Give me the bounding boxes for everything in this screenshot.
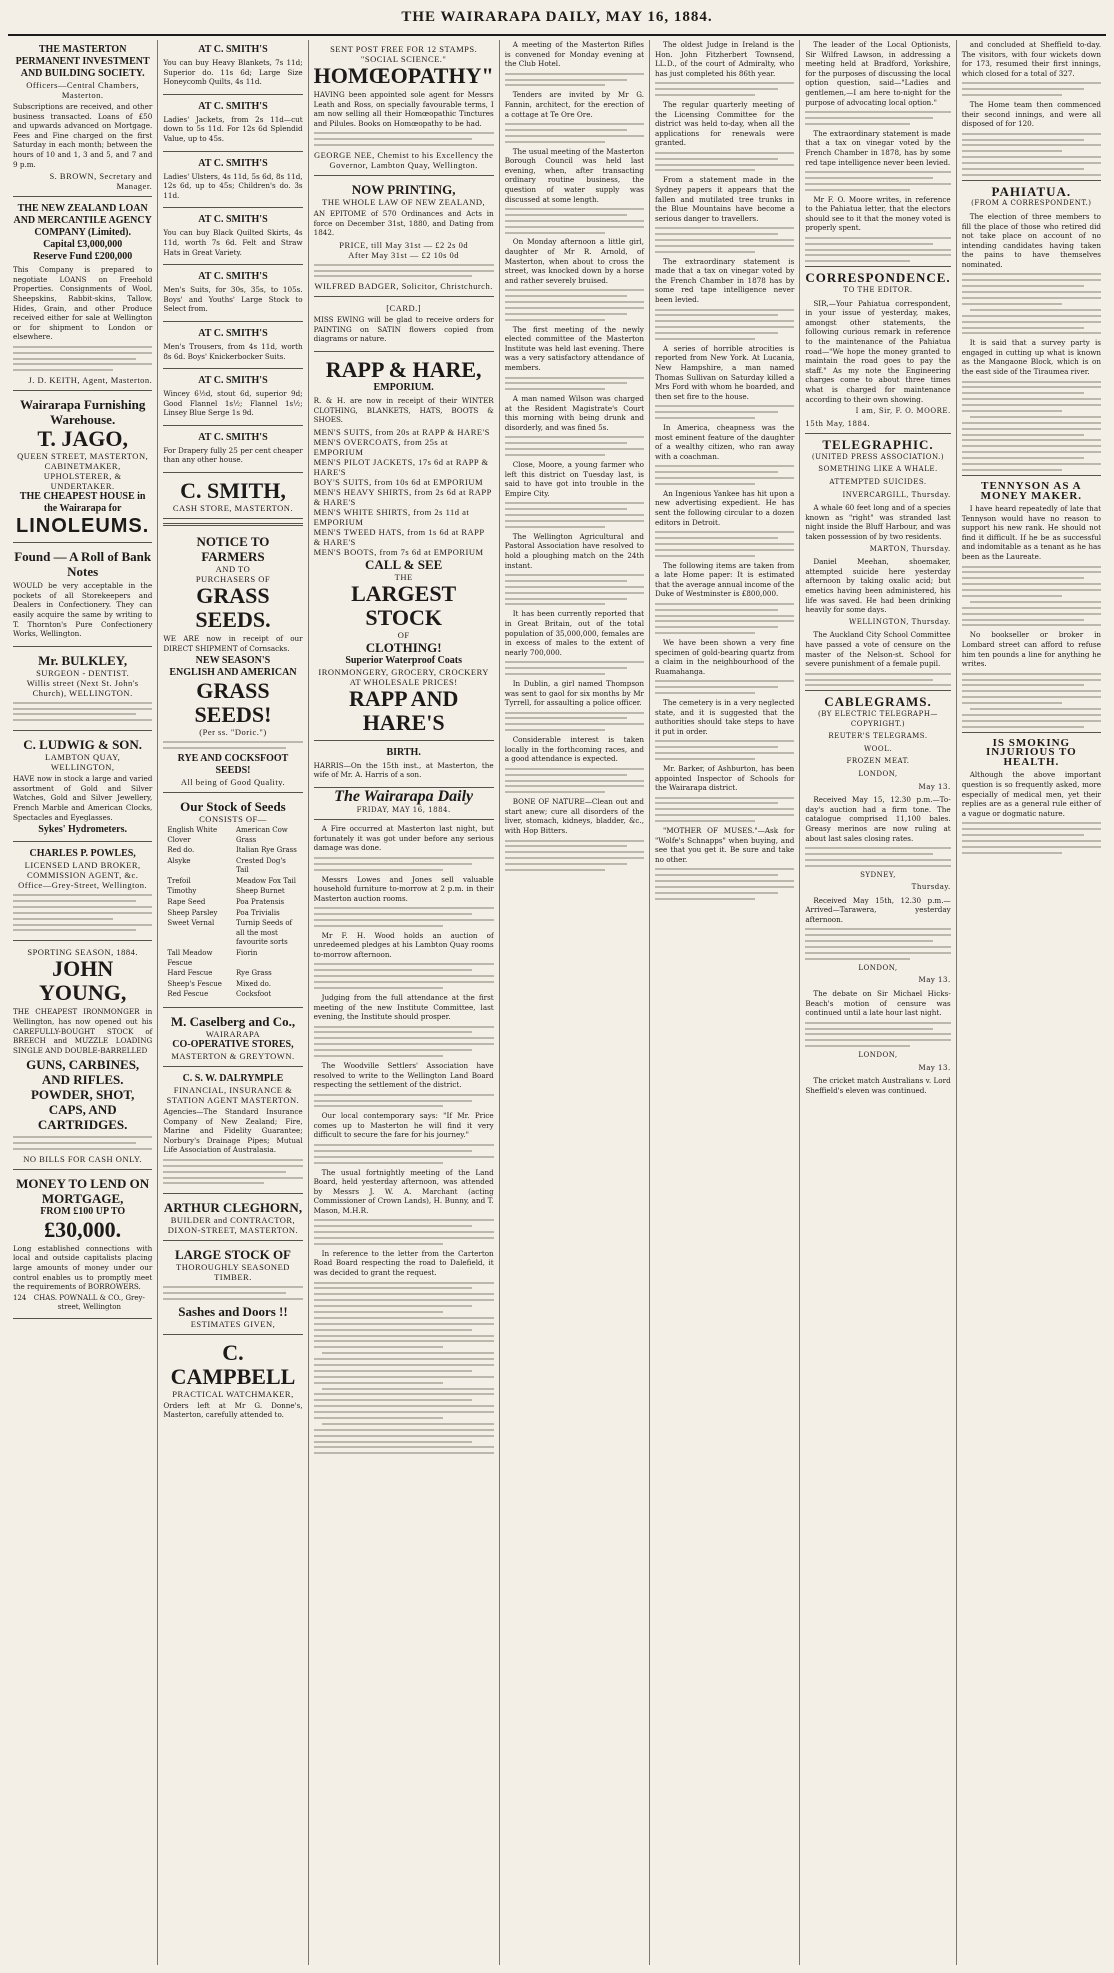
seed-item: Red do. [167, 846, 195, 855]
ad-campbell [163, 1337, 302, 1427]
seed-item: Sheep Parsley [167, 908, 218, 917]
news-paragraph: Close, Moore, a young farmer who left this district on Tuesday last, is said to have got into trouble in the Empire City. [504, 460, 644, 498]
birth-body: HARRIS—On the 15th inst., at Masterton, the wife of Mr. A. Harris of a son. [313, 760, 494, 780]
seed-item: Fiorin [235, 949, 258, 958]
news-paragraph: The cemetery is in a very neglected state, and it is suggested that the authorities should take steps to have it put in order. [655, 698, 795, 736]
smith-ads [163, 40, 302, 473]
smith-ad [163, 210, 302, 265]
news-paragraph: It has been currently reported that in Great Britain, out of the total population of 35,000,000, females are in excess of males to the extent of nearly 700,000. [504, 609, 644, 657]
cable-date: May 13. [918, 782, 951, 791]
cable-body: Received May 15, 12.30 p.m.—To-day's auction had a firm tone. The catalogue comprised 11,100 bales. Greasy merinos are now ruling at about last sales closing rates. [805, 795, 951, 843]
news-paragraph: Mr F. O. Moore writes, in reference to the Pahiatua letter, that the electors should see to it that the money voted is properly spent. [805, 194, 951, 233]
campbell-sub: PRACTICAL WATCHMAKER, [172, 1388, 294, 1399]
rapp-price-line: MEN'S PILOT JACKETS, 17s 6d at RAPP & HARE'S [313, 456, 489, 477]
cable-wool: WOOL. [863, 744, 893, 753]
ad-body: HAVE now in stock a large and varied assortment of Gold and Silver Watches, Gold and Silver Jewellery, French Marble and American Clocks, Spectacles and Eyeglasses. [13, 774, 153, 822]
cleg-addr: DIXON-STREET, MASTERTON. [167, 1225, 299, 1236]
ad-title: CHARLES P. POWLES, [29, 848, 136, 860]
timber-est: ESTIMATES GIVEN, [190, 1318, 276, 1329]
news-paragraph: A Fire occurred at Masterton last night, but fortunately it was got under before any serious damage was done. [313, 824, 494, 853]
seed-item: Hard Fescue [167, 969, 213, 978]
rapp-largest: LARGEST STOCK [351, 580, 457, 630]
seed-item: Timothy [167, 887, 197, 896]
rapp-body: R. & H. are now in receipt of their WINTER CLOTHING, BLANKETS, HATS, BOOTS & SHOES. [313, 396, 494, 425]
card-body: MISS EWING will be glad to receive orders for PAINTING on SATIN flowers copied from diagrams or nature. [313, 315, 494, 344]
news-paragraph: The leader of the Local Optionists, Sir Wilfred Lawson, in addressing a meeting held at Bradford, Yorkshire, for the purposes of discussing the local option question, said—"Ladies and gentlemen,—I am here to-night for the purpose of advocating local option." [805, 40, 951, 107]
seed-item: Tall Meadow Fescue [167, 949, 213, 967]
rapp-iron: IRONMONGERY, GROCERY, CROCKERY AT WHOLESALE PRICES! [318, 666, 489, 687]
ad-title: SPORTING SEASON, 1884. [27, 947, 138, 958]
ad-capital: Capital £3,000,000 [43, 239, 123, 251]
seed-item: Mixed do. [235, 979, 271, 988]
ad-money-to-lend [13, 1172, 152, 1319]
notice-birth [314, 743, 494, 788]
news-paragraph: The extraordinary statement is made that a tax on vinegar voted by the French Chamber in 1878 has by some red tape intelligence never been levied. [655, 256, 795, 305]
cable-london: LONDON, [858, 769, 898, 778]
news-paragraph: In America, cheapness was the most eminent feature of the daughter of a wealthy citizen, who ran away with a coachman. [655, 423, 795, 461]
dal-title: C. S. W. DALRYMPLE [182, 1073, 284, 1085]
pahiatua-sub: (FROM A CORRESPONDENT.) [971, 199, 1092, 208]
ad-agents: Sykes' Hydrometers. [38, 824, 127, 836]
smith-title: AT C. SMITH'S [198, 431, 268, 443]
ad-bank-notes [13, 545, 152, 647]
cable-london2: LONDON, [858, 963, 898, 972]
news-paragraph: BONE OF NATURE—Clean out and start anew; cure all disorders of the liver, stomach, kidneys, bladder, &c., with Hop Bitters. [504, 797, 644, 836]
news-paragraph: Judging from the full attendance at the first meeting of the new Institute Committee, last evening, the Institute should prosper. [313, 992, 494, 1022]
news-paragraph: The extraordinary statement is made that a tax on vinegar voted by the French Chamber in 1878, has by some red tape intelligence never been levied. [805, 128, 951, 167]
ad-body: Subscriptions are received, and other business transacted. Loans of £50 and upwards advanced on Mortgage. Fees and Fine charged on the first Saturday in each month; between the hours of 10 and 1, 3 and 5, and 7 and 9 p.m. [13, 102, 153, 169]
smith-cash-store [163, 475, 302, 519]
news-paragraph: From a statement made in the Sydney papers it appears that the fallen and mutilated tree trunks in the Blue Mountains have become a serious danger to travellers. [655, 175, 795, 223]
cable-body3: The cricket match Australians v. Lord Sheffield's eleven was continued. [805, 1076, 951, 1095]
timber-title: LARGE STOCK OF [174, 1247, 291, 1263]
tennyson-body2: No bookseller or broker in Lombard street can afford to refuse him ten pounds a line for anything he writes. [961, 630, 1101, 669]
cos-addr: MASTERTON & GREYTOWN. [171, 1051, 295, 1062]
news-paragraph: Messrs Lowes and Jones sell valuable household furniture to-morrow at 2 p.m. in their Masterton auction rooms. [313, 874, 494, 903]
news-paragraph: The following items are taken from a late Home paper: It is estimated that the average annual income of the Duke of Westminster is £800,000. [655, 560, 795, 599]
column-2 [158, 40, 308, 1965]
rapp-price-line: MEN'S HEAVY SHIRTS, from 2s 6d at RAPP & HARE'S [313, 486, 492, 507]
tele-body: The Auckland City School Committee have passed a vote of censure on the master of the Nelson-st. School for severe punishment of a female pupil. [805, 630, 951, 669]
ad-sub: LICENSED LAND BROKER, COMMISSION AGENT, &c. [24, 860, 141, 881]
correspondence-sign: I am, Sir, F. O. MOORE. [855, 407, 951, 416]
news-paragraph: A man named Wilson was charged at the Resident Magistrate's Court this morning with being drunk and disorderly, and was fined 5s. [504, 394, 644, 432]
print-title: NOW PRINTING, [351, 181, 456, 197]
homoeo-pre: SENT POST FREE FOR 12 STAMPS. "SOCIAL SCIENCE." [330, 44, 478, 64]
notice-eng: ENGLISH AND AMERICAN [169, 667, 297, 679]
smith-title: AT C. SMITH'S [198, 44, 268, 55]
cable-sydney-date: Thursday. [911, 883, 951, 892]
news-paragraph: The Home team then commenced their second innings, and were all disposed of for 120. [961, 99, 1101, 129]
notice-ship: (Per ss. "Doric.") [199, 727, 267, 738]
ad-sign: CHAS. POWNALL & CO., Grey-street, Wellington [33, 1293, 145, 1312]
telegraphic-sub2: SOMETHING LIKE A WHALE. [818, 465, 938, 474]
timber-sashes: Sashes and Doors !! [178, 1303, 288, 1319]
news-paragraph: Tenders are invited by Mr G. Fannin, architect, for the erection of a cottage at Te Ore Ore. [504, 90, 644, 119]
seed-item: Sheep Burnet [235, 887, 285, 896]
ad-title: Found — A Roll of Bank Notes [14, 549, 152, 580]
cleg-sub: BUILDER and CONTRACTOR, [170, 1215, 296, 1226]
news-paragraph: The Woodville Settlers' Association have resolved to write to the Wellington Land Board respecting the settlement of the district. [313, 1060, 494, 1090]
tennyson-body: I have heard repeatedly of late that Tennyson would have no reason to support his new rank. He should not find it difficult. If he be as successful and indomitable as a tenant as he has been as the Laureate. [961, 504, 1101, 562]
tele-place: WELLINGTON, Thursday. [849, 617, 951, 626]
correspondence-body: SIR,—Your Pahiatua correspondent, in your issue of yesterday, makes, amongst other statements, the following curious remark in reference to the maintenance of the Pahiatua road—"We hope the money granted to maintain the road goes to pay the staff." As my note the Engineering charges come to about three times what is charged for maintenance according to their own showing. [805, 298, 951, 404]
news-items [805, 40, 950, 262]
news-items [655, 40, 794, 900]
cablegrams-heading: CABLEGRAMS. [824, 694, 932, 710]
smoking-heading: IS SMOKING INJURIOUS TO HEALTH. [985, 736, 1077, 768]
ad-sub: FROM £100 UP TO [40, 1205, 126, 1217]
cable-mutton: FROZEN MEAT. [846, 757, 910, 766]
smith-body: Wincey 6½d, stout 6d, superior 9d; Good Flannel 1s½; Flannel 1s½; Linsey Blue Serge 1s 9d. [163, 389, 303, 418]
telegraphic-heading: TELEGRAPHIC. [822, 437, 934, 453]
notice-grass: GRASS SEEDS. [195, 583, 271, 633]
smith-ad [163, 97, 302, 152]
cable-sydney: SYDNEY, [860, 870, 896, 879]
ad-title: C. LUDWIG & SON. [23, 737, 143, 753]
column-4 [500, 40, 650, 1965]
pahiatua-body2: It is said that a survey party is engaged in cutting up what is known as the Mangaone Block, which is on the east side of the Tiraumea river. [961, 338, 1101, 377]
cleg-title: ARTHUR CLEGHORN, [163, 1200, 303, 1216]
rapp-price-line: MEN'S BOOTS, from 7s 6d at EMPORIUM [313, 546, 484, 557]
seed-item: Red Fescue [167, 990, 209, 999]
cos-stores: CO-OPERATIVE STORES, [172, 1039, 294, 1051]
ad-addr: Willis street (Next St. John's Church), WELLINGTON. [26, 677, 139, 698]
ad-seed-stock [163, 795, 302, 1008]
notice-and: AND TO [215, 564, 251, 575]
masthead [8, 0, 1106, 36]
seed-item: Crested Dog's Tail [235, 856, 286, 875]
smith-body: You can buy Heavy Blankets, 7s 11d; Superior do. 11s 6d; Large Size Honeycomb Quilts, 4s 11d. [163, 58, 303, 87]
ad-powder: POWDER, SHOT, CAPS, AND CARTRIDGES. [30, 1087, 135, 1133]
campbell-title: C. CAMPBELL [170, 1339, 296, 1389]
rapp-call: CALL & SEE [365, 556, 443, 572]
ad-sub: LAMBTON QUAY, WELLINGTON, [45, 752, 121, 773]
smith-sub: CASH STORE, MASTERTON. [172, 503, 294, 514]
smith-body: For Drapery fully 25 per cent cheaper than any other house. [163, 445, 303, 465]
ad-foot: NO BILLS FOR CASH ONLY. [23, 1153, 143, 1164]
smith-ad [163, 154, 302, 209]
news-paragraph: Mr F. H. Wood holds an auction of unredeemed pledges at his Lambton Quay rooms to-morrow afternoon. [313, 930, 494, 959]
telegraphic-sub: (UNITED PRESS ASSOCIATION.) [811, 452, 945, 461]
ad-ludwig [13, 733, 152, 842]
paper-masthead: The Wairarapa Daily [334, 788, 474, 806]
news-paragraph: Considerable interest is taken locally in the forthcoming races, and a good attendance is expected. [504, 735, 644, 764]
news-paragraph: The regular quarterly meeting of the Licensing Committee for the district was held to-day, when all the applications for renewals were granted. [655, 99, 795, 148]
seed-item: Rape Seed [167, 898, 206, 907]
ad-tag: THE CHEAPEST HOUSE in the Wairarapa for [19, 491, 146, 515]
ad-title: Wairarapa Furnishing Warehouse. [19, 397, 146, 428]
notice-grass2: GRASS SEEDS! [194, 678, 272, 728]
ad-title: Mr. BULKLEY, [38, 652, 128, 668]
correspondence-heading: CORRESPONDENCE. [805, 270, 951, 286]
news-paragraph: and concluded at Sheffield to-day. The visitors, with four wickets down for 173, resumed their first innings, which closed for a total of 327. [961, 40, 1101, 78]
ad-caselberg [163, 1010, 302, 1067]
rapp-price-line: MEN'S TWEED HATS, from 1s 6d at RAPP & HARE'S [313, 526, 485, 547]
ad-printing [314, 178, 494, 297]
rapp-price-list [314, 427, 494, 557]
smith-title: AT C. SMITH'S [198, 375, 268, 387]
ad-dentist [13, 649, 152, 731]
homoeo-sign: GEORGE NEE, Chemist to his Excellency the Governor, Lambton Quay, Wellington. [313, 149, 494, 170]
ad-name: T. JAGO, [37, 426, 128, 452]
news-paragraph: The usual fortnightly meeting of the Land Board, held yesterday afternoon, was attended by Messrs J. W. A. Marchant (acting Commissioner of Crown Lands), H. Bunny, and T. Mason, M.H.R. [313, 1167, 494, 1215]
seed-item: Turnip Seeds of all the most favourite sorts [235, 919, 293, 947]
ad-name: JOHN YOUNG, [38, 956, 127, 1006]
rapp-price-line: MEN'S OVERCOATS, from 25s at EMPORIUM [313, 436, 448, 457]
smith-ad [163, 324, 302, 369]
column-1 [8, 40, 158, 1965]
homoeo-title: HOMŒOPATHY" [313, 63, 494, 88]
smith-name: C. SMITH, [180, 478, 286, 504]
news-paragraph: "MOTHER OF MUSES."—Ask for "Wolfe's Schnapps" when buying, and see that you get it. Be sure and take no other. [655, 826, 795, 864]
seed-item: Cocksfoot [235, 990, 272, 999]
cos-sub: WAIRARAPA [205, 1029, 261, 1040]
news-paragraph: The Wellington Agricultural and Pastoral Association have resolved to hold a ploughing match on the 24th instant. [504, 531, 644, 570]
notice-body: WE ARE now in receipt of our DIRECT SHIPMENT of Cornsacks. [163, 634, 303, 653]
ad-body: WOULD be very acceptable in the pockets of all Storekeepers and Dealers in Confectionery. They can easily acquire the same by writing to T. Thornton's Pure Confectionery Works, Wellington. [13, 581, 153, 639]
telegraphic-head: ATTEMPTED SUICIDES. [829, 478, 927, 487]
smith-body: Ladies' Ulsters, 4s 11d, 5s 6d, 8s 11d, 12s 6d, up to 45s; Children's do. 3s 11d. [163, 171, 303, 200]
rapp-the: THE [394, 571, 413, 582]
column-6 [800, 40, 956, 1965]
ad-guns: GUNS, CARBINES, AND RIFLES. [26, 1057, 140, 1088]
notice-pur: PURCHASERS OF [195, 574, 271, 585]
ad-sub: Officers—Central Chambers, Masterton. [26, 80, 140, 100]
ad-reserve: Reserve Fund £200,000 [33, 251, 133, 263]
ad-timber [163, 1243, 302, 1335]
print-price: PRICE, till May 31st — £2 2s 0d [339, 239, 469, 250]
ad-item: LINOLEUMS. [15, 515, 150, 538]
ad-amount: £30,000. [44, 1216, 122, 1242]
smith-body: Men's Suits, for 30s, 35s, to 105s. Boys' and Youths' Large Stock to Select from. [163, 285, 303, 314]
news-paragraph: The usual meeting of the Masterton Borough Council was held last evening, when, after transacting ordinary routine business, the question of water supply was discussed at some length. [504, 146, 644, 204]
stock-title: Our Stock of Seeds [180, 798, 286, 814]
tele-place: INVERCARGILL, Thursday. [842, 490, 951, 499]
ad-cleghorn [163, 1196, 302, 1241]
ad-homoeopathy [314, 40, 494, 176]
ad-title: THE MASTERTON PERMANENT INVESTMENT AND BUILDING SOCIETY. [15, 44, 150, 79]
homoeo-body: HAVING been appointed sole agent for Messrs Leath and Ross, on specially favourable terms, I am now selling all their Homœopathic Tinctures and Pilules. Books on Homœopathy to be had. [313, 90, 494, 128]
seed-item: Sheep's Fescue [167, 979, 222, 988]
smith-body: Men's Trousers, from 4s 11d, worth 8s 6d. Boys' Knickerbocker Suits. [163, 341, 303, 361]
news-paragraph: Our local contemporary says: "If Mr. Price comes up to Masterton he will find it very difficult to secure the fare for his journey." [313, 1111, 494, 1140]
smith-ad [163, 267, 302, 322]
birth-title: BIRTH. [386, 746, 421, 758]
ad-sign: J. D. KEITH, Agent, Masterton. [28, 375, 153, 386]
ad-john-young [13, 943, 152, 1170]
tele-place: MARTON, Thursday. [869, 544, 951, 553]
news-paragraph: A meeting of the Masterton Rifles is convened for Monday evening at the Club Hotel. [504, 40, 644, 69]
rapp-of: OF [397, 629, 410, 640]
news-paragraph: In reference to the letter from the Carterton Road Board respecting the road to Dalefield, it was decided to grant the request. [313, 1248, 494, 1278]
news-items [962, 40, 1101, 152]
column-7 [957, 40, 1106, 1965]
smith-ad [163, 371, 302, 426]
columns [8, 40, 1106, 1965]
ad-body: THE CHEAPEST IRONMONGER in Wellington, has now opened out his CAREFULLY-BOUGHT STOCK of BREECH and MUZZLE LOADING SINGLE AND DOUBLE-BARRELLED [13, 1007, 153, 1055]
campbell-body: Orders left at Mr G. Donne's, Masterton, carefully attended to. [163, 1400, 303, 1420]
ad-furnishing [13, 393, 152, 543]
ad-loan-agency [13, 199, 152, 391]
seed-item: Sweet Vernal [167, 919, 215, 928]
ad-powles [13, 844, 152, 941]
smoking-body: Although the above important question is so frequently asked, more especially of medical men, yet their replies are as a general rule either of a vague or dogmatic nature. [961, 770, 1101, 818]
seed-item: Italian Rye Grass [235, 846, 297, 855]
seed-list [163, 824, 302, 1002]
news-paragraph: On Monday afternoon a little girl, daughter of Mr R. Arnold, of Masterton, when about to cross the street, was knocked down by a horse and rather severely bruised. [504, 237, 644, 285]
news-items [505, 40, 644, 871]
news-paragraph: In Dublin, a girl named Thompson was sent to gaol for six months by Mr Tyrrell, for assaulting a police officer. [504, 678, 644, 708]
page-number: 124 [13, 1293, 27, 1302]
seed-item: Trefoil [167, 876, 191, 885]
news-paragraph: An Ingenious Yankee has hit upon a new advertising expedient. He has sent the following circular to a dozen editors in Detroit. [655, 488, 795, 527]
correspondence-date: 15th May, 1884. [805, 419, 871, 428]
rapp-price-line: MEN'S WHITE SHIRTS, from 2s 11d at EMPORIUM [313, 506, 470, 527]
column-5 [650, 40, 800, 1965]
dal-sub: FINANCIAL, INSURANCE & STATION AGENT MASTERTON. [166, 1085, 300, 1106]
news-paragraph: A series of horrible atrocities is reported from New York. At Lucania, New Hampshire, a man named Thomas Sullivan on Saturday killed a Mrs Ford with whom he boarded, and then set fire to the house. [655, 343, 795, 401]
ad-rapp-hare [314, 354, 494, 741]
smith-title: AT C. SMITH'S [198, 271, 268, 283]
ad-body: Long established connections with local and outside capitalists placing large amounts of money under our control enables us to promptly meet the requirements of BORROWERS. [13, 1243, 153, 1292]
seed-item: Meadow Fox Tail [235, 876, 297, 885]
cable-sub: (BY ELECTRIC TELEGRAPH—COPYRIGHT.) [818, 710, 938, 728]
seed-item: Alsyke [167, 856, 191, 865]
ad-addr: Office—Grey-Street, Wellington. [18, 880, 148, 891]
ad-street: QUEEN STREET, MASTERTON, [17, 451, 149, 462]
rapp-price-line: MEN'S SUITS, from 20s at RAPP & HARE'S [313, 426, 490, 437]
smith-title: AT C. SMITH'S [198, 100, 268, 112]
rapp-price-line: BOY'S SUITS, from 10s 6d at EMPORIUM [313, 476, 484, 487]
rapp-title: RAPP & HARE, [325, 357, 482, 383]
cos-title: M. Caselberg and Co., [170, 1014, 296, 1030]
smith-body: Ladies' Jackets, from 2s 11d—cut down to 5s 11d. For 12s 6d Splendid Value, up to 45s. [163, 114, 303, 143]
dal-body: Agencies—The Standard Insurance Company of New Zealand; Fire, Marine and Fidelity Guarantee; Norbury's Drainage Pipes; Mutual Life Association of Australasia. [163, 1107, 303, 1155]
news-paragraph: We have been shown a very fine specimen of gold-bearing quartz from a claim in the neighbourhood of the Ruamahanga. [655, 638, 795, 676]
ad-title: THE NEW ZEALAND LOAN AND MERCANTILE AGENCY COMPANY (Limited). [13, 203, 152, 239]
cable-date3: May 13. [918, 1063, 951, 1072]
smith-title: AT C. SMITH'S [198, 157, 268, 169]
seed-item: Rye Grass [235, 969, 272, 978]
tele-body: Daniel Meehan, shoemaker, attempted suicide here yesterday afternoon by taking oxalic acid; but emetics having been administered, his life was saved. He had been drinking heavily for some days. [805, 557, 951, 615]
ad-foot [13, 1294, 152, 1313]
smith-body: You can buy Black Quilted Skirts, 4s 11d, worth 7s 6d. Felt and Straw Hats in Great Variety. [163, 228, 303, 257]
ad-building-society [13, 40, 152, 197]
print-after: After May 31st — £2 10s 0d [348, 249, 460, 260]
seed-item: Poa Trivialis [235, 908, 280, 917]
pahiatua-heading: PAHIATUA. [991, 183, 1072, 199]
news-paragraph: Mr. Barker, of Ashburton, has been appointed Inspector of Schools for the Wairarapa district. [655, 763, 795, 793]
ad-body: This Company is prepared to negotiate LOANS on Freehold Properties. Consignments of Wool, Sheepskins, Rabbit-skins, Tallow, Hides, Grain, and other Produce received either for sale at Wellington or for shipment to London or elsewhere. [13, 265, 153, 342]
correspondence-sub: TO THE EDITOR. [843, 285, 913, 294]
ad-trade: CABINETMAKER, UPHOLSTERER, & UNDERTAKER. [43, 461, 122, 492]
ad-sub: SURGEON - DENTIST. [36, 667, 130, 678]
news-paragraph: The first meeting of the newly elected committee of the Masterton Institute was held last evening. There was a very satisfactory attendance of members. [504, 324, 644, 373]
seed-item: American Cow Grass [235, 825, 288, 844]
ad-dalrymple [163, 1069, 302, 1194]
news-items [314, 824, 494, 1313]
timber-sub: THOROUGHLY SEASONED TIMBER. [176, 1262, 290, 1283]
ad-notice-farmers [163, 530, 302, 793]
rapp-sub: EMPORIUM. [373, 382, 434, 394]
print-sub: THE WHOLE LAW OF NEW ZEALAND, [322, 196, 486, 207]
rapp-clothing: CLOTHING! [365, 639, 442, 655]
stock-sub: CONSISTS OF— [199, 813, 267, 824]
cable-london3: LONDON, [858, 1051, 898, 1060]
ad-title: MONEY TO LEND ON MORTGAGE, [16, 1175, 150, 1206]
print-body: AN EPITOME of 570 Ordinances and Acts in force on December 31st, 1880, and Dating from 1842. [313, 208, 494, 238]
notice-rye: RYE AND COCKSFOOT SEEDS! [177, 752, 289, 776]
notice-title: NOTICE TO FARMERS [196, 534, 270, 565]
tennyson-heading: TENNYSON AS A MONEY MAKER. [980, 479, 1083, 502]
notice-new: NEW SEASON'S [195, 655, 271, 667]
cable-body2: The debate on Sir Michael Hicks-Beach's motion of censure was continued until a late hour last night. [805, 988, 951, 1018]
seed-item: Poa Pratensis [235, 898, 285, 907]
rapp-super: Superior Waterproof Coats [345, 654, 462, 666]
rapp-foot: RAPP AND HARE'S [348, 685, 459, 735]
ad-card [314, 299, 494, 352]
seed-item: English White Clover [167, 825, 218, 844]
card-label: [CARD.] [386, 303, 422, 314]
news-paragraph: The oldest Judge in Ireland is the Hon. John Fitzherbert Townsend, LL.D., of the court of Admiralty, who has just completed his 86th year. [655, 40, 795, 78]
cable-sydney-body: Received May 15th, 12.30 p.m.—Arrived—Tarawera, yesterday afternoon. [805, 895, 951, 924]
cable-date2: May 13. [918, 976, 951, 985]
paper-date: FRIDAY, MAY 16, 1884. [356, 805, 451, 814]
cable-agency: REUTER'S TELEGRAMS. [828, 732, 928, 741]
smith-ad [163, 40, 302, 95]
newspaper-title: THE WAIRARAPA DAILY, MAY 16, 1884. [401, 9, 713, 25]
print-sign: WILFRED BADGER, Solicitor, Christchurch. [314, 281, 493, 292]
tele-body: A whale 60 feet long and of a species known as "right" was stranded last night inside the Bluff Harbour, and was taken possession of by two residents. [805, 503, 951, 542]
smith-title: AT C. SMITH'S [198, 327, 268, 339]
column-3 [309, 40, 500, 1965]
smith-ad [163, 428, 302, 473]
pahiatua-body: The election of three members to fill the place of those who retired did not take place on account of no intending candidates having taken the pains to have themselves nominated. [961, 212, 1101, 269]
notice-all: All being of Good Quality. [180, 776, 286, 787]
ad-sign: S. BROWN, Secretary and Manager. [49, 171, 153, 192]
smith-title: AT C. SMITH'S [198, 214, 268, 226]
